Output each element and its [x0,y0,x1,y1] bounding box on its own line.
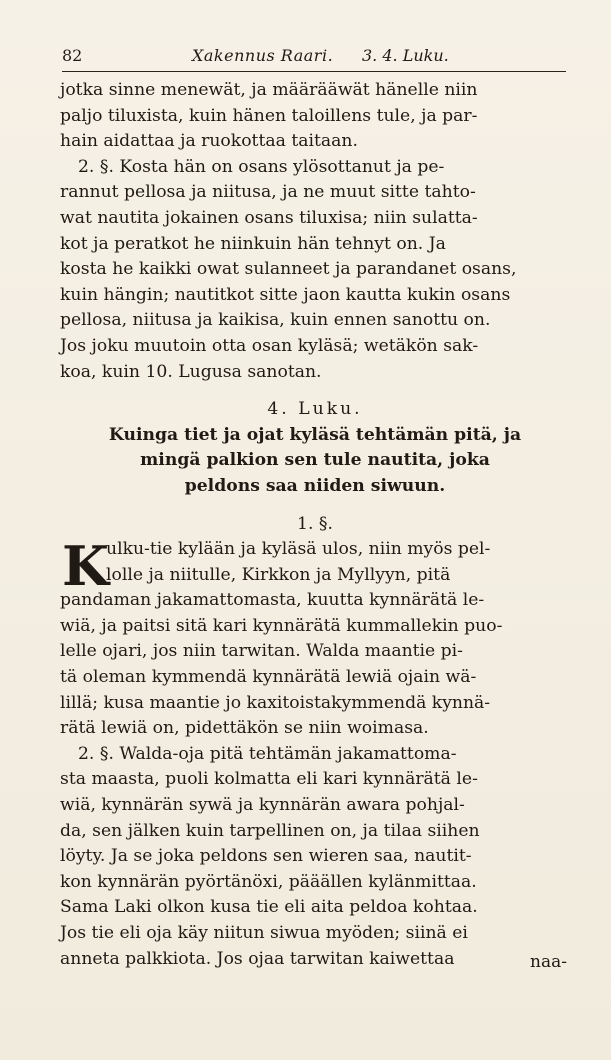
text-line: löyty. Ja se joka peldons sen wieren saa, nautit- [60,846,472,867]
text-line: Jos joku muutoin otta osan kyläsä; wetäkön sak- [60,335,479,356]
text-line: kot ja peratkot he niinkuin hän tehnyt on. Ja [60,233,446,254]
page-body [60,78,570,972]
header-rule [62,71,566,72]
text-line: da, sen jälken kuin tarpellinen on, ja tilaa siihen [60,820,480,841]
text-line: anneta palkkiota. Jos ojaa tarwitan kaiwettaa [60,948,455,969]
text-line: lelle ojari, jos niin tarwitan. Walda maantie pi- [60,641,463,662]
text-line: pandaman jakamattomasta, kuutta kynnärätä le- [60,590,485,611]
text-line: kosta he kaikki owat sulanneet ja parandanet osans, [60,259,517,280]
running-header [62,44,562,70]
text-line: lillä; kusa maantie jo kaxitoistakymmendä kynnä- [60,692,491,713]
text-line: pellosa, niitusa ja kaikisa, kuin ennen sanottu on. [60,310,491,331]
text-line: lolle ja niitulle, Kirkkon ja Myllyyn, pitä [106,564,451,585]
chapter-heading-line: peldons saa niiden siwuun. [184,475,446,496]
chapter-heading-line: Kuinga tiet ja ojat kyläsä tehtämän pitä, ja [108,424,522,445]
text-line: rannut pellosa ja niitusa, ja ne muut sitte tahto- [60,182,476,203]
text-line: Sama Laki olkon kusa tie eli aita peldoa kohtaa. [60,897,478,918]
text-line: kuin hängin; nautitkot sitte jaon kautta kukin osans [60,284,511,305]
text-line: Jos tie eli oja käy niitun siwua myöden; siinä ei [60,923,468,943]
chapter-number: 4. Luku. [267,399,363,420]
text-line: rätä lewiä on, pidettäkön se niin woimasa. [60,718,429,739]
text-line: hain aidattaa ja ruokottaa taitaan. [60,131,358,152]
header-section-reference: 3. 4. Luku. [362,46,449,65]
chapter-heading-line: mingä palkion sen tule nautita, joka [140,450,490,471]
text-line: wat nautita jokainen osans tiluxisa; niin sulatta- [60,207,478,228]
text-line-content: ulku-tie kylään ja kyläsä ulos, niin myös pel- [106,539,491,560]
text-line: paljo tiluxista, kuin hänen taloillens tule, ja par- [60,105,478,126]
section-2-first-line: 2. §. Kosta hän on osans ylösottanut ja pe- [78,156,445,177]
text-line: wiä, ja paitsi sitä kari kynnärätä kummallekin puo- [60,615,503,636]
running-title: Xakennus Raari. [192,46,334,65]
text-line: sta maasta, puoli kolmatta eli kari kynnärätä le- [60,769,478,790]
text-line: koa, kuin 10. Lugusa sanotan. [60,361,322,382]
catchword: naa- [530,952,567,972]
section-2-first-line: 2. §. Walda-oja pitä tehtämän jakamattoma- [78,743,457,764]
page-number: 82 [62,46,83,65]
section-1-label: 1. §. [297,513,333,534]
text-line: jotka sinne menewät, ja määrääwät hänelle niin [60,80,478,100]
text-line: kon kynnärän pyörtänöxi, pääällen kylänmittaa. [60,871,477,892]
text-line: wiä, kynnärän sywä ja kynnärän awara pohjal- [60,795,465,816]
drop-cap: K [62,534,109,599]
text-line: tä oleman kymmendä kynnärätä lewiä ojain wä- [60,667,477,688]
